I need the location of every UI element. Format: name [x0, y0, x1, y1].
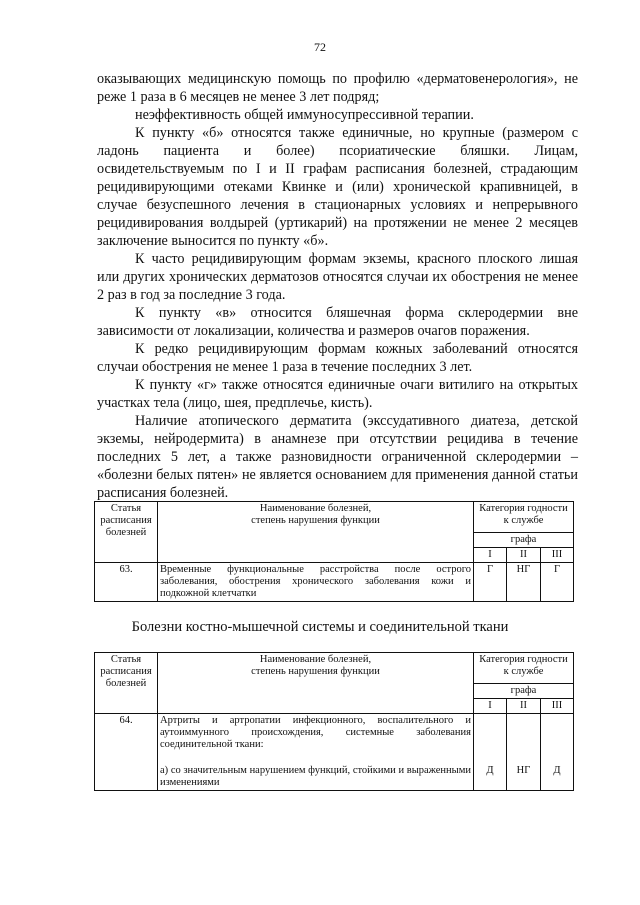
disease-table-skin — [94, 501, 574, 602]
article-number: 63. — [95, 563, 158, 602]
header-col-3: III — [541, 699, 574, 714]
header-grafa: графа — [474, 684, 574, 699]
header-category: Категория годности к службе — [474, 502, 574, 533]
header-name: Наименование болезней, степень нарушения функции — [158, 653, 474, 714]
table-header-row — [95, 653, 574, 684]
header-col-1: I — [474, 548, 507, 563]
paragraph: К пункту «г» также относятся единичные очаги витилиго на открытых участках тела (лицо, шея, предплечье, кисть). — [97, 377, 578, 411]
category-col-2: НГ — [507, 714, 541, 791]
header-name: Наименование болезней, степень нарушения функции — [158, 502, 474, 563]
section-heading: Болезни костно-мышечной системы и соединительной ткани — [131, 619, 509, 635]
body-text — [97, 70, 578, 502]
header-article: Статья расписания болезней — [95, 502, 158, 563]
table-header-row — [95, 502, 574, 533]
category-col-2: НГ — [507, 563, 541, 602]
paragraph: К редко рецидивирующим формам кожных заболеваний относятся случаи обострения не менее 1 раза в течение последних 3 лет. — [97, 341, 578, 375]
paragraph: Наличие атопического дерматита (экссудативного диатеза, детской экземы, нейродермита) в анамнезе при отсутствии рецидива в течение последних 5 лет, а также разновидности ограниченной склеродермии – «болезни белых пятен» не является основанием для применения данной статьи расписания болезней. — [97, 413, 578, 501]
table-row — [95, 563, 574, 602]
header-col-2: II — [507, 548, 541, 563]
table-row — [95, 714, 574, 791]
disease-description — [158, 714, 474, 791]
disease-group-description: Артриты и артропатии инфекционного, воспалительного и аутоиммунного происхождения, системные заболевания соединительной ткани: — [160, 715, 471, 750]
disease-description: Временные функциональные расстройства после острого заболевания, обострения хронического заболевания кожи и подкожной клетчатки — [158, 563, 474, 602]
header-article: Статья расписания болезней — [95, 653, 158, 714]
paragraph: неэффективность общей иммуносупрессивной терапии. — [135, 107, 474, 123]
paragraph: оказывающих медицинскую помощь по профилю «дерматовенерология», не реже 1 раза в 6 месяцев не менее 3 лет подряд; — [97, 71, 578, 105]
header-col-2: II — [507, 699, 541, 714]
paragraph: К часто рецидивирующим формам экземы, красного плоского лишая или других хронических дерматозов относятся случаи их обострения не менее 2 раз в год за последние 3 года. — [97, 251, 578, 303]
category-col-3: Д — [541, 714, 574, 791]
disease-table-musculoskeletal — [94, 652, 574, 791]
category-col-1: Г — [474, 563, 507, 602]
header-col-3: III — [541, 548, 574, 563]
header-grafa: графа — [474, 533, 574, 548]
paragraph: К пункту «в» относится бляшечная форма склеродермии вне зависимости от локализации, количества и размеров очагов поражения. — [97, 305, 578, 339]
disease-subitem-a: а) со значительным нарушением функций, стойкими и выраженными изменениями — [160, 765, 471, 788]
paragraph: К пункту «б» относятся также единичные, но крупные (размером с ладонь пациента и более) псориатические бляшки. Лицам, освидетельствуемым по I и II графам расписания болезней, страдающим рецидивирующими отеками Квинке и (или) хронической крапивницей, в случае безуспешного лечения в стационарных условиях и непрерывного рецидивирования волдырей (уртикарий) на протяжении не менее 2 месяцев заключение выносится по пункту «б». — [97, 125, 578, 249]
category-col-3: Г — [541, 563, 574, 602]
page-number: 72 — [314, 40, 326, 54]
category-col-1: Д — [474, 714, 507, 791]
header-col-1: I — [474, 699, 507, 714]
header-category: Категория годности к службе — [474, 653, 574, 684]
article-number: 64. — [95, 714, 158, 791]
